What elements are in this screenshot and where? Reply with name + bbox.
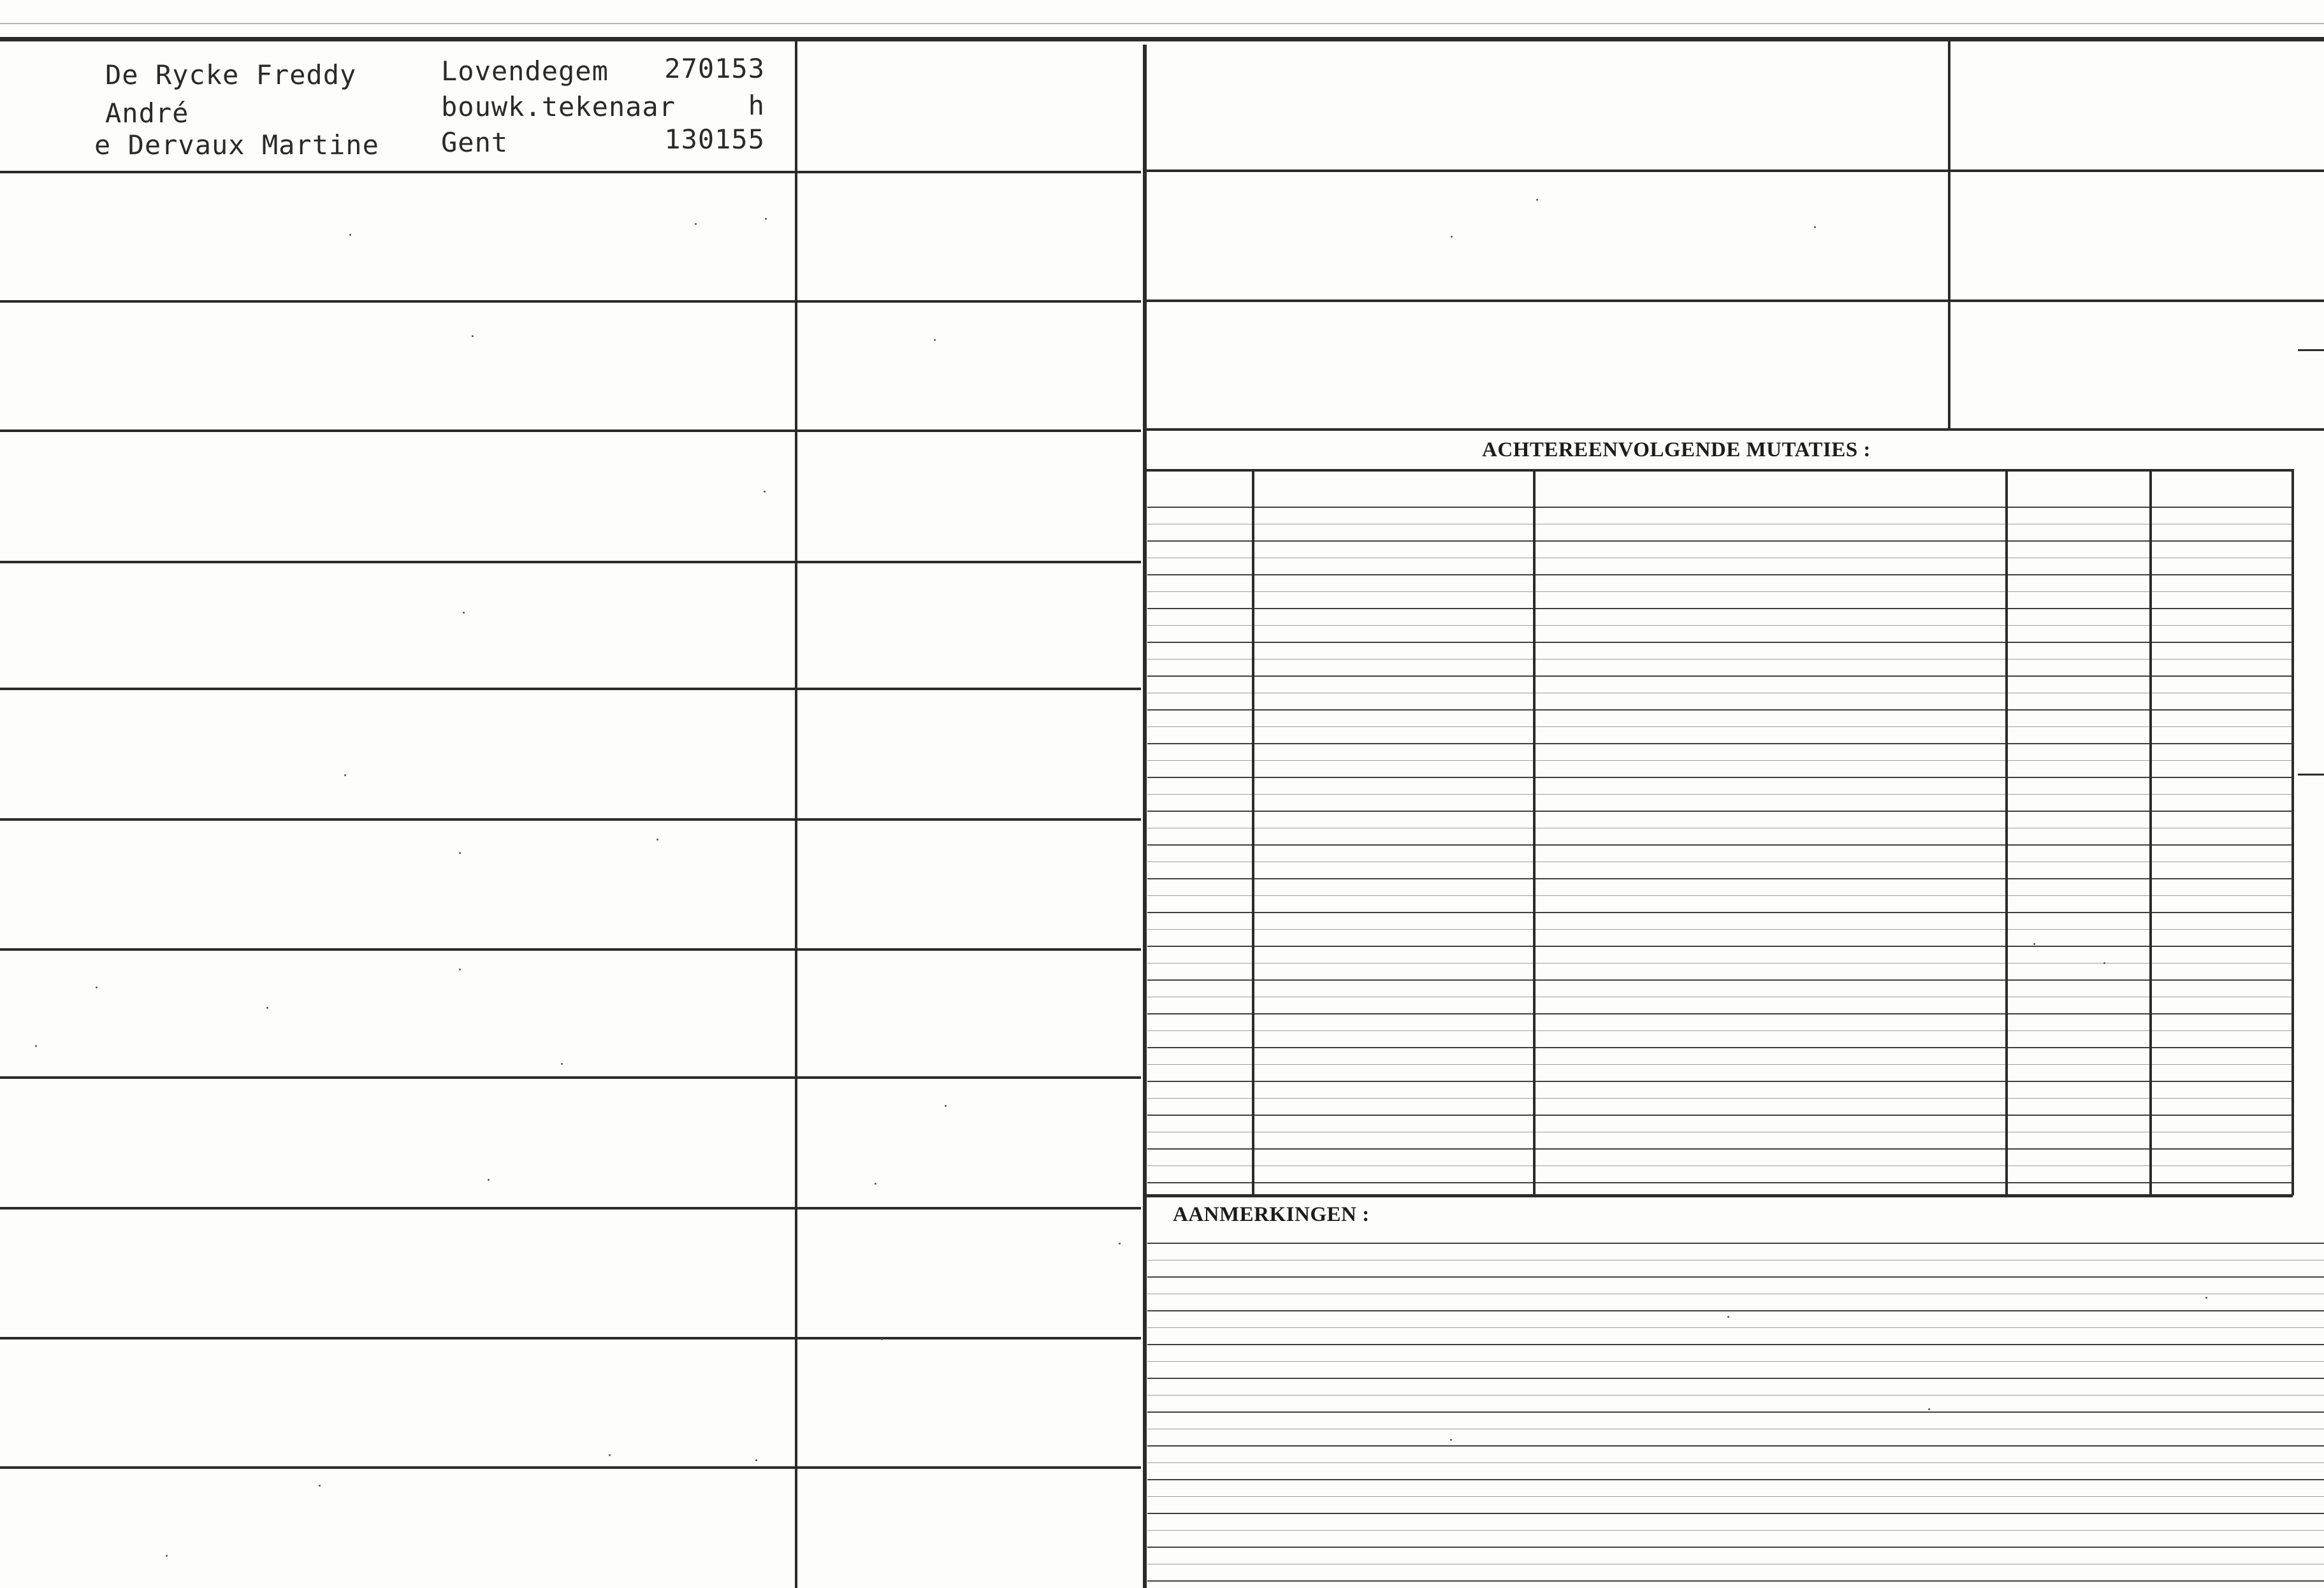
paper-speck [463,612,465,614]
aanmerkingen-ruling [1147,1276,2324,1278]
mutaties-ruling [1147,574,2291,575]
entry-name-2: André [105,97,189,129]
left-row-line [0,1466,1141,1469]
paper-speck [934,339,936,341]
entry-code-1: 270153 [664,53,765,84]
paper-speck [764,491,766,493]
mutaties-ruling [1147,1030,2291,1031]
aanmerkingen-ruling [1147,1580,2324,1582]
aanmerkingen-ruling [1147,1530,2324,1531]
entry-name-1: De Rycke Freddy [105,59,357,90]
entry-code-3: 130155 [664,124,765,155]
paper-speck [459,969,461,971]
mutaties-ruling [1147,794,2291,795]
paper-speck [609,1454,611,1456]
paper-speck [657,839,658,841]
paper-speck [1536,199,1538,201]
left-row-line [0,171,1141,173]
mutaties-ruling [1147,1148,2291,1150]
aanmerkingen-heading: AANMERKINGEN : [1173,1203,1370,1226]
paper-speck [96,986,98,988]
aanmerkingen-ruling [1147,1327,2324,1328]
right-upper-row-line [1145,300,2324,302]
paper-speck [344,774,346,776]
mutaties-ruling [1147,625,2291,626]
aanmerkingen-ruling [1147,1496,2324,1497]
paper-speck [459,852,461,854]
paper-speck [488,1179,490,1181]
aanmerkingen-ruling [1147,1361,2324,1362]
aanmerkingen-ruling [1147,1462,2324,1463]
aanmerkingen-ruling [1147,1395,2324,1396]
left-row-line [0,561,1141,563]
paper-speck [1451,236,1453,238]
aanmerkingen-ruling [1147,1243,2324,1244]
paper-speck [349,234,351,236]
left-row-line [0,948,1141,951]
mutaties-ruling [1147,946,2291,947]
paper-speck [1119,1243,1121,1245]
mutaties-ruling [1147,743,2291,744]
mutaties-ruling [1147,777,2291,778]
paper-speck [765,218,767,220]
paper-speck [1814,226,1816,228]
paper-speck [472,335,474,337]
edge-mark [2298,349,2324,351]
left-row-line [0,688,1141,690]
mutaties-ruling [1147,1013,2291,1014]
left-column-divider [795,38,797,1588]
mutaties-column-line [1252,469,1254,1195]
aanmerkingen-ruling [1147,1547,2324,1548]
mutaties-ruling [1147,912,2291,913]
aanmerkingen-ruling [1147,1378,2324,1379]
mutaties-ruling [1147,1047,2291,1048]
paper-speck [881,1338,883,1340]
left-row-line [0,300,1141,303]
left-row-line [0,818,1141,821]
mutaties-ruling [1147,675,2291,677]
mutaties-ruling [1147,878,2291,879]
paper-speck [755,1459,757,1461]
entry-place-3: Gent [441,127,509,158]
paper-speck [1928,1408,1930,1410]
mutaties-ruling [1147,1115,2291,1116]
paper-speck [2205,1297,2207,1299]
mutaties-ruling [1147,760,2291,761]
right-upper-column-divider [1948,38,1950,428]
paper-speck [695,223,697,225]
aanmerkingen-ruling [1147,1344,2324,1345]
right-upper-row-line [1145,170,2324,172]
paper-speck [266,1007,268,1009]
mutaties-ruling [1147,1064,2291,1065]
entry-place-1: Lovendegem [441,55,609,87]
mutaties-ruling [1147,507,2291,508]
aanmerkingen-ruling [1147,1310,2324,1311]
paper-speck [561,1063,563,1065]
paper-speck [35,1045,37,1047]
left-row-line [0,1207,1141,1209]
mutaties-heading: ACHTEREENVOLGENDE MUTATIES : [1482,438,1871,461]
mutaties-ruling [1147,659,2291,660]
top-edge-faint [0,23,2324,24]
entry-code-2: h [748,90,765,121]
mutaties-ruling [1147,895,2291,896]
paper-speck [1727,1316,1729,1318]
aanmerkingen-ruling [1147,1445,2324,1447]
paper-speck [1450,1439,1452,1441]
aanmerkingen-ruling [1147,1513,2324,1514]
mutaties-table-top [1145,469,2293,472]
mutaties-ruling [1147,1081,2291,1082]
mutaties-ruling [1147,726,2291,727]
aanmerkingen-ruling [1147,1411,2324,1413]
mutaties-right-edge [2291,469,2294,1195]
mutaties-table-bottom [1145,1194,2293,1197]
left-row-line [0,429,1141,432]
mutaties-ruling [1147,811,2291,812]
mutaties-column-line [1533,469,1536,1195]
mutaties-ruling [1147,608,2291,609]
mutaties-ruling [1147,979,2291,981]
aanmerkingen-ruling [1147,1479,2324,1480]
mutaties-ruling [1147,844,2291,846]
mutaties-column-line [2149,469,2152,1195]
paper-speck [2033,943,2035,945]
left-row-line [0,1076,1141,1079]
paper-speck [2103,962,2105,964]
mutaties-ruling [1147,591,2291,592]
paper-speck [945,1105,947,1107]
mutaties-ruling [1147,929,2291,930]
paper-speck [166,1555,168,1557]
mutaties-column-line [2005,469,2008,1195]
paper-speck [319,1485,321,1487]
mutaties-ruling [1147,1182,2291,1183]
top-border [0,37,2324,41]
left-row-line [0,1337,1141,1339]
mutaties-ruling [1147,963,2291,964]
edge-mark [2298,774,2324,776]
mutaties-ruling [1147,540,2291,542]
right-upper-row-line [1145,428,2324,431]
mutaties-ruling [1147,1098,2291,1099]
entry-occupation: bouwk.tekenaar [441,91,676,122]
paper-speck [875,1183,876,1185]
entry-name-3: e Dervaux Martine [94,129,379,161]
panel-divider [1143,45,1147,1588]
mutaties-ruling [1147,709,2291,711]
mutaties-ruling [1147,642,2291,643]
